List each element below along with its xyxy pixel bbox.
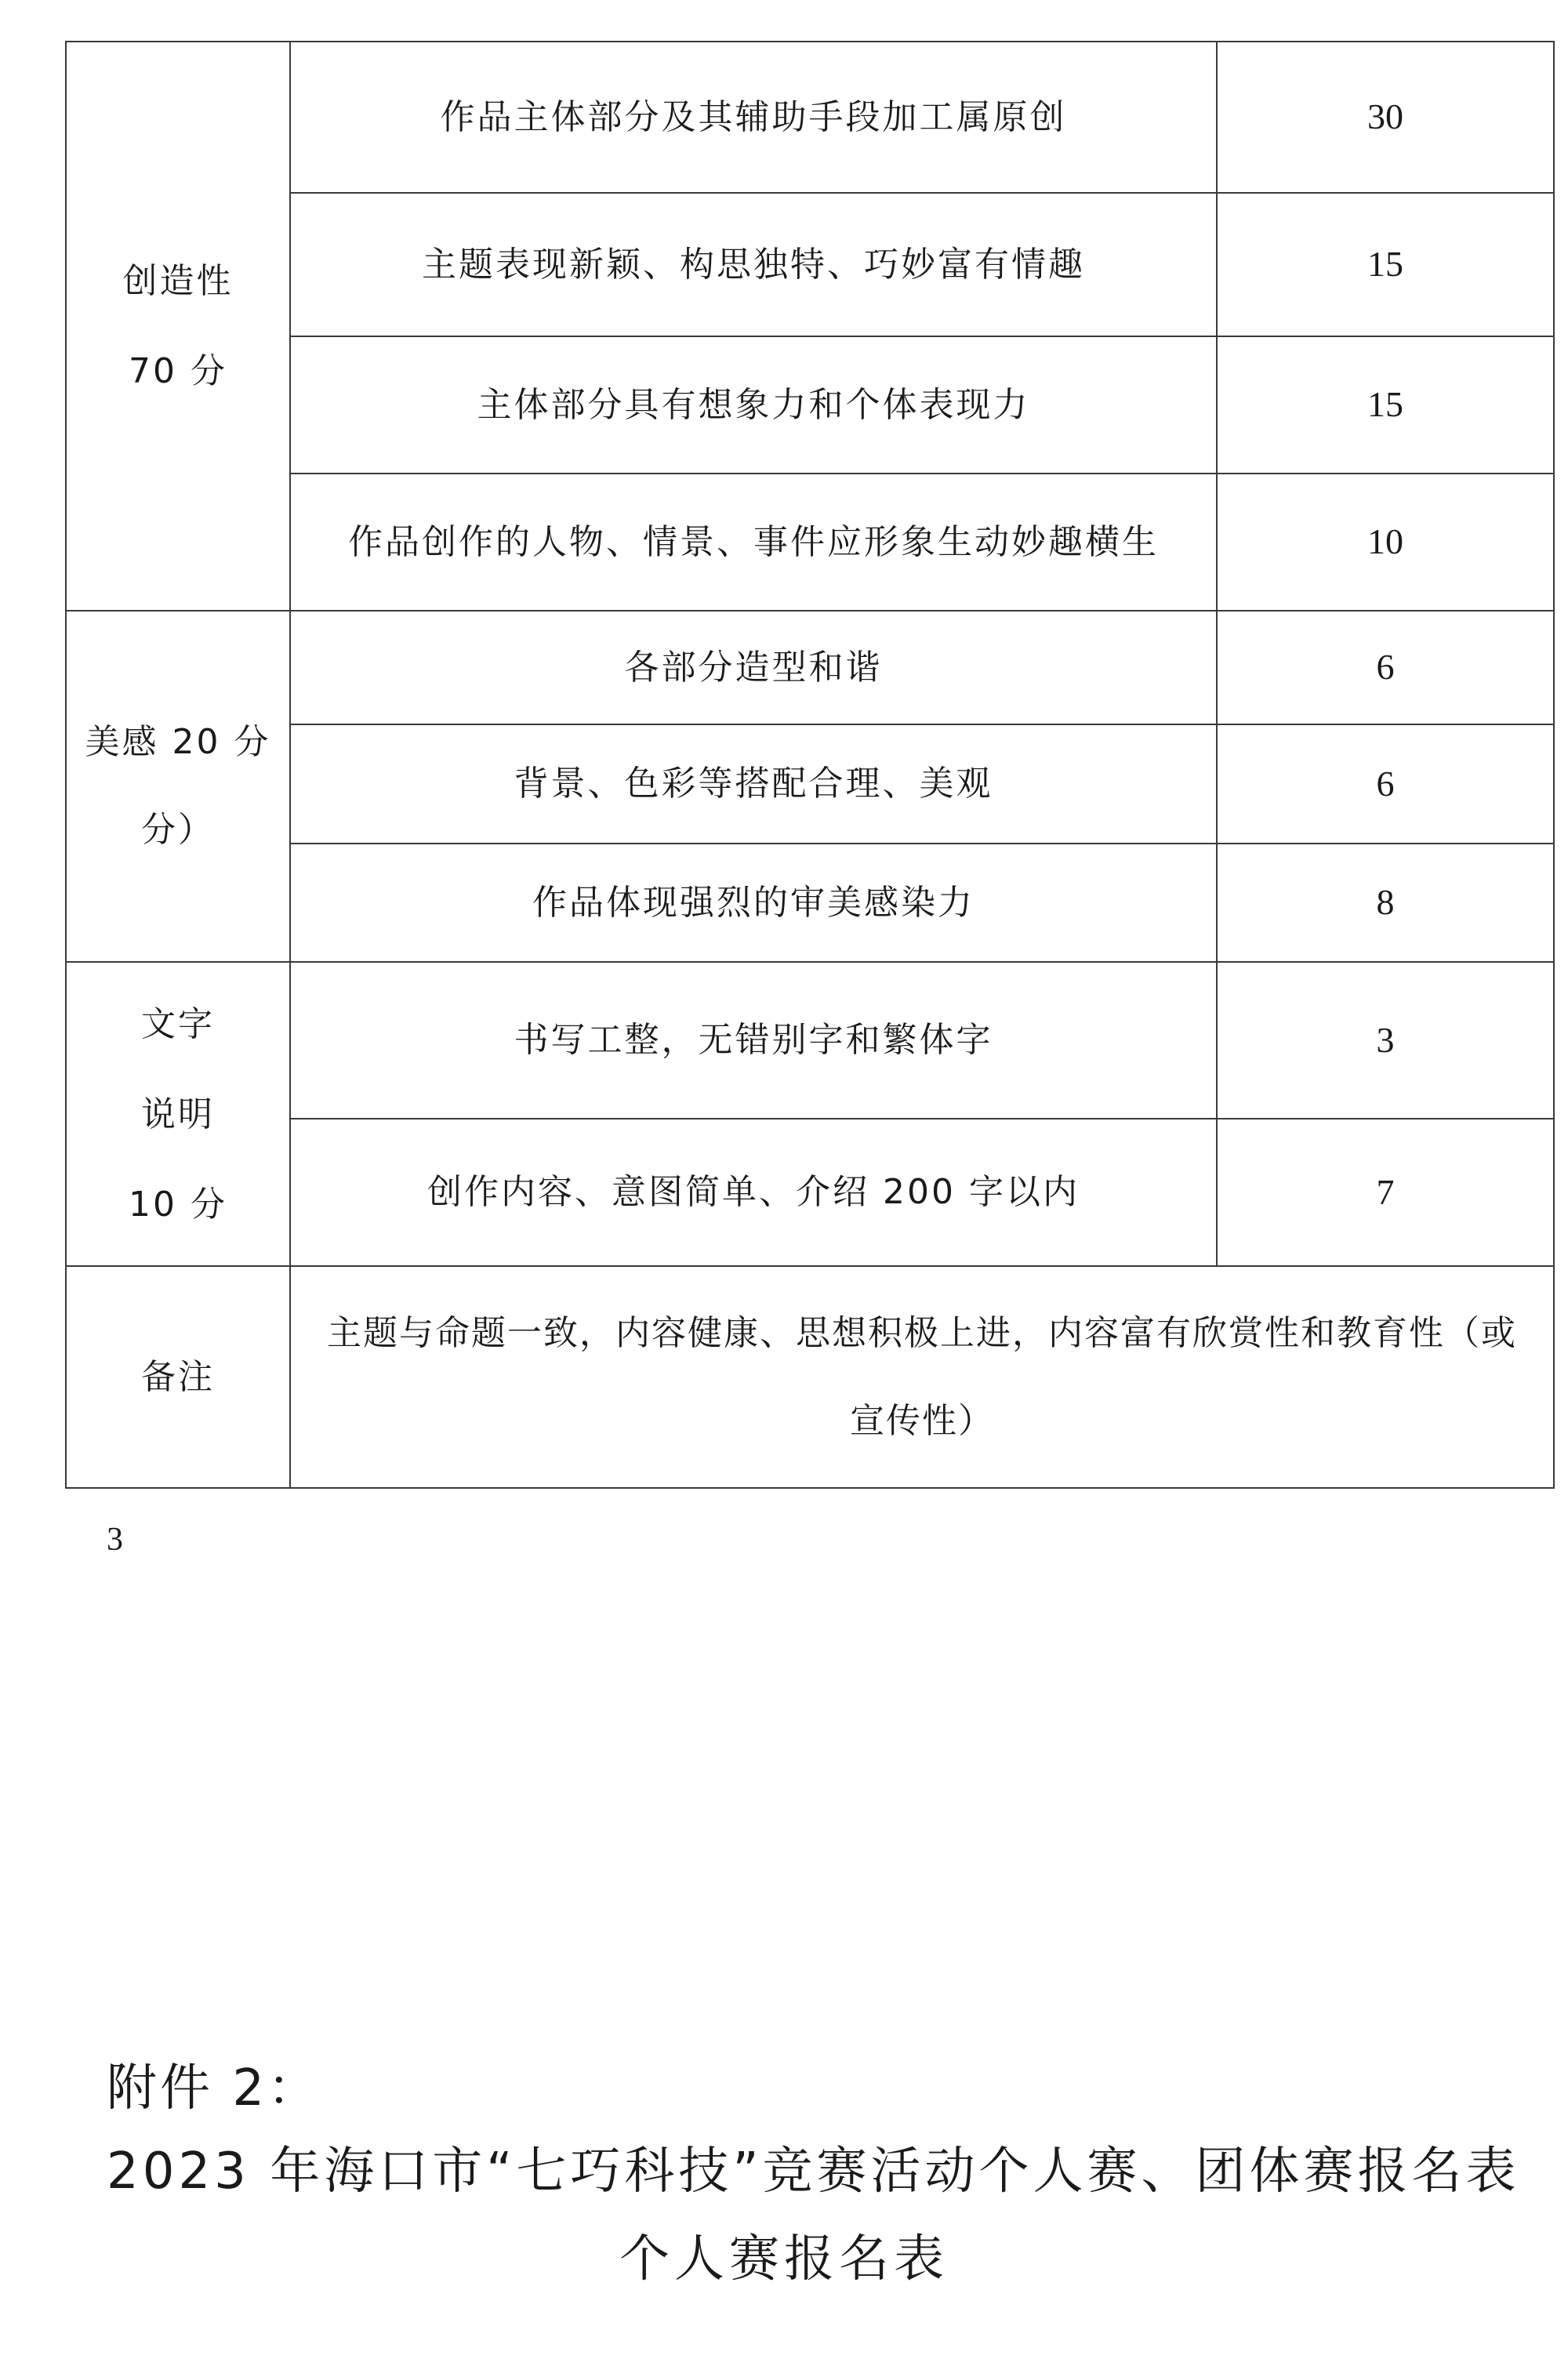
criterion-cell: 作品主体部分及其辅助手段加工属原创 bbox=[290, 42, 1217, 193]
criterion-cell: 书写工整，无错别字和繁体字 bbox=[290, 962, 1217, 1119]
category-points: 分） bbox=[141, 810, 215, 850]
section-subtitle: 个人赛报名表 bbox=[619, 2230, 949, 2288]
criterion-cell: 作品体现强烈的审美感染力 bbox=[290, 844, 1217, 962]
score-cell: 3 bbox=[1217, 962, 1554, 1119]
category-label: 美感 20 分 bbox=[85, 722, 271, 762]
category-cell bbox=[66, 611, 290, 962]
note-text-line: 主题与命题一致，内容健康、思想积极上进，内容富有欣赏性和教育性（或 bbox=[327, 1312, 1517, 1353]
note-text-line: 宣传性） bbox=[850, 1400, 994, 1441]
table-row bbox=[66, 611, 1554, 724]
category-label: 创造性 bbox=[122, 261, 234, 301]
category-cell bbox=[66, 962, 290, 1266]
score-cell: 7 bbox=[1217, 1119, 1554, 1266]
note-row bbox=[66, 1266, 1554, 1488]
page-title: 2023 年海口市“七巧科技”竞赛活动个人赛、团体赛报名表 bbox=[107, 2143, 1520, 2201]
score-cell: 15 bbox=[1217, 193, 1554, 336]
category-cell bbox=[66, 42, 290, 611]
score-cell: 15 bbox=[1217, 336, 1554, 474]
criterion-cell: 各部分造型和谐 bbox=[290, 611, 1217, 724]
note-label: 备注 bbox=[66, 1266, 290, 1488]
criterion-cell: 创作内容、意图简单、介绍 200 字以内 bbox=[290, 1119, 1217, 1266]
category-points: 70 分 bbox=[129, 351, 227, 391]
table-row bbox=[66, 962, 1554, 1119]
attachment-label: 附件 2： bbox=[107, 2059, 321, 2117]
note-cell bbox=[290, 1266, 1554, 1488]
criterion-cell: 作品创作的人物、情景、事件应形象生动妙趣横生 bbox=[290, 474, 1217, 611]
scoring-table bbox=[65, 41, 1555, 1489]
score-cell: 6 bbox=[1217, 611, 1554, 724]
criterion-cell: 主体部分具有想象力和个体表现力 bbox=[290, 336, 1217, 474]
category-label: 说明 bbox=[141, 1094, 215, 1134]
table-row bbox=[66, 42, 1554, 193]
category-label: 文字 bbox=[141, 1003, 215, 1044]
criterion-cell: 主题表现新颖、构思独特、巧妙富有情趣 bbox=[290, 193, 1217, 336]
score-cell: 10 bbox=[1217, 474, 1554, 611]
score-cell: 30 bbox=[1217, 42, 1554, 193]
score-cell: 6 bbox=[1217, 724, 1554, 844]
page-number: 3 bbox=[107, 1522, 123, 1558]
score-cell: 8 bbox=[1217, 844, 1554, 962]
category-points: 10 分 bbox=[129, 1184, 227, 1225]
criterion-cell: 背景、色彩等搭配合理、美观 bbox=[290, 724, 1217, 844]
